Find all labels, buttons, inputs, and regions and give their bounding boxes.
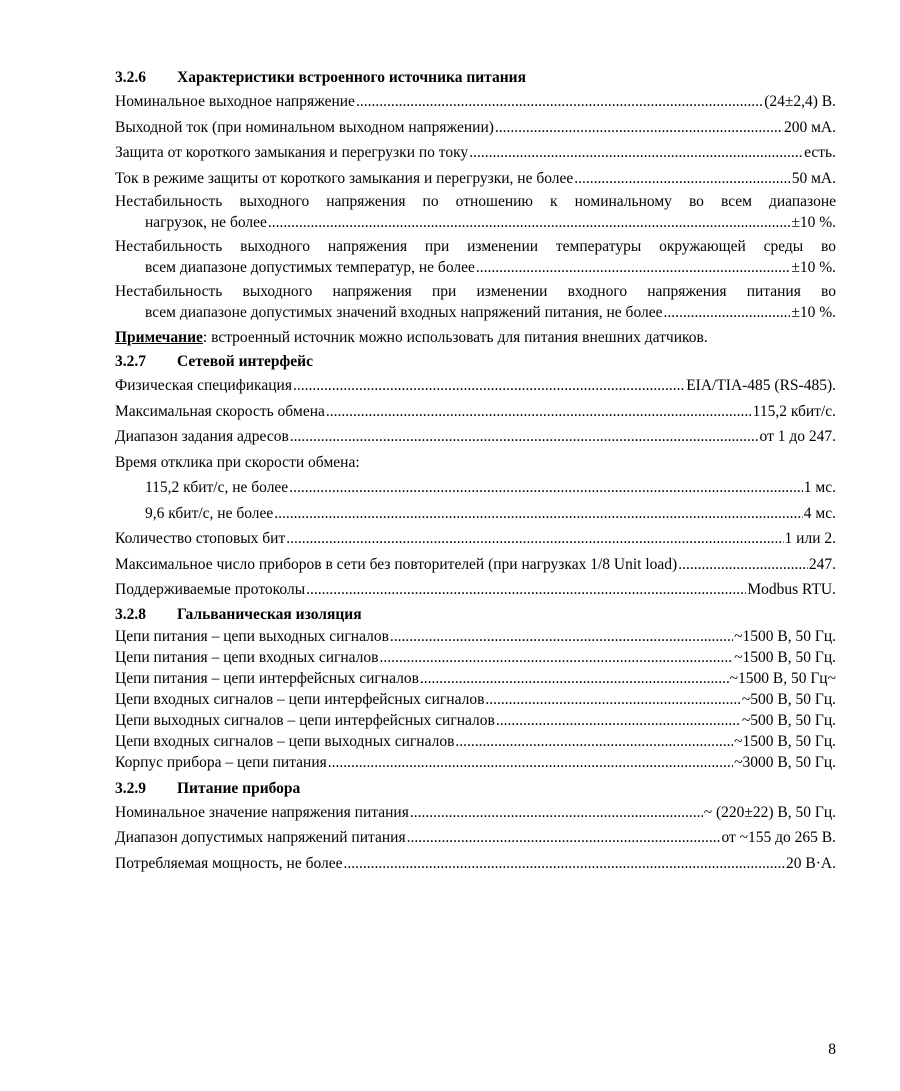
spec-row [115,475,836,501]
spec-value: ±10 %. [791,214,836,231]
spec-label-line1: Нестабильность выходного напряжения по отношению к номинальному во всем диапазоне [115,193,836,210]
spec-value: есть. [804,144,836,161]
spec-value: 20 В·А. [786,854,836,872]
spec-multiline-row [115,236,836,278]
spec-label-line2: нагрузок, не более [145,214,267,231]
section-number: 3.2.9 [115,779,146,797]
response-time-label: Время отклика при скорости обмена: [115,453,360,471]
spec-value: 247. [808,555,836,573]
spec-label-line1: Нестабильность выходного напряжения при изменении температуры окружающей среды во [115,238,836,255]
spec-value: 1 мс. [803,479,836,496]
spec-label: Физическая спецификация [115,377,292,394]
spec-label-line2: всем диапазоне допустимых температур, не более [145,259,475,276]
note-text: : встроенный источник можно использовать для питания внешних датчиков. [202,329,708,346]
leader-dots [678,552,808,578]
spec-value: ~1500 В, 50 Гц. [734,732,836,750]
section-title: Сетевой интерфейс [177,353,313,370]
spec-value: ~500 В, 50 Гц. [741,690,836,708]
leader-dots [663,302,790,323]
leader-dots [476,257,790,278]
spec-label: Цепи входных сигналов – цепи выходных сигналов [115,732,455,750]
leader-dots [290,424,759,450]
section-heading-3-2-8 [115,603,836,626]
spec-value: 4 мс. [803,504,836,522]
spec-row [115,752,836,773]
spec-row [115,668,836,689]
spec-label: Защита от короткого замыкания и перегрузки по току [115,144,469,161]
spec-row [115,115,836,141]
spec-value: 115,2 кбит/с. [752,402,836,420]
spec-row [115,373,836,399]
spec-label: Цепи питания – цепи интерфейсных сигналов [115,669,419,687]
spec-row [115,577,836,603]
spec-label: Цепи питания – цепи выходных сигналов [115,627,389,645]
spec-value: 50 мА. [791,169,836,187]
leader-dots [328,752,733,773]
spec-value: 1 или 2. [784,530,836,547]
note [115,326,836,350]
spec-row [115,526,836,552]
spec-row [115,825,836,851]
spec-label: Цепи питания – цепи входных сигналов [115,648,379,666]
spec-multiline-row [115,281,836,323]
spec-value: (24±2,4) В. [764,93,836,110]
leader-dots [274,501,803,527]
spec-value: EIA/TIA-485 (RS-485). [686,377,836,394]
leader-dots [379,647,733,668]
section-heading-3-2-6 [115,66,836,89]
spec-row [115,710,836,731]
leader-dots [268,212,790,233]
spec-row [115,731,836,752]
section-title: Характеристики встроенного источника питания [177,69,526,86]
spec-label: Ток в режиме защиты от короткого замыкания и перегрузки, не более [115,169,574,187]
spec-value: Modbus RTU. [747,581,836,598]
leader-dots [495,115,783,141]
spec-multiline-row [115,191,836,233]
leader-dots [420,668,729,689]
spec-label: 115,2 кбит/с, не более [145,479,289,496]
leader-dots [496,710,741,731]
spec-label: Максимальная скорость обмена [115,402,325,420]
spec-label: Корпус прибора – цепи питания [115,753,327,771]
spec-row [115,89,836,115]
spec-label-line1: Нестабильность выходного напряжения при изменении входного напряжения питания во [115,283,836,300]
spec-value: от ~155 до 265 В. [721,829,836,846]
spec-row [115,626,836,647]
spec-row [115,501,836,527]
spec-label: Диапазон задания адресов [115,428,289,445]
spec-label: Поддерживаемые протоколы [115,581,306,598]
spec-label: Диапазон допустимых напряжений питания [115,829,406,846]
spec-value: ~3000 В, 50 Гц. [734,753,836,771]
spec-value: ~500 В, 50 Гц. [741,711,836,729]
section-number: 3.2.7 [115,353,146,370]
leader-dots [356,89,763,115]
spec-label: Цепи входных сигналов – цепи интерфейсных сигналов [115,690,485,708]
spec-value: ~1500 В, 50 Гц. [734,627,836,645]
spec-value: ±10 %. [791,259,836,276]
spec-value: ~ (220±22) В, 50 Гц. [703,803,836,821]
leader-dots [306,577,746,603]
leader-dots [469,140,803,166]
section-number: 3.2.6 [115,69,146,86]
leader-dots [390,626,733,647]
leader-dots [407,825,721,851]
leader-dots [326,399,752,425]
note-label: Примечание [115,329,203,346]
spec-label: Номинальное выходное напряжение [115,93,355,110]
spec-value: ±10 %. [791,304,836,321]
leader-dots [574,166,790,192]
spec-label: 9,6 кбит/с, не более [145,504,274,522]
spec-row [115,800,836,826]
section-title: Питание прибора [177,779,301,797]
spec-row [115,399,836,425]
spec-label: Потребляемая мощность, не более [115,854,343,872]
spec-value: ~1500 В, 50 Гц~ [729,669,836,687]
spec-label-line2: всем диапазоне допустимых значений входных напряжений питания, не более [145,304,663,321]
leader-dots [293,373,685,399]
leader-dots [289,475,803,501]
spec-row [115,552,836,578]
leader-dots [344,851,786,877]
spec-row [115,140,836,166]
spec-value: ~1500 В, 50 Гц. [734,648,836,666]
section-heading-3-2-7 [115,350,836,373]
leader-dots [485,689,740,710]
spec-row [115,166,836,192]
spec-value: 200 мА. [783,118,836,136]
spec-row [115,647,836,668]
page-content [115,66,836,876]
spec-label: Максимальное число приборов в сети без повторителей (при нагрузках 1/8 Unit load) [115,555,678,573]
spec-value: от 1 до 247. [759,428,836,445]
spec-label: Цепи выходных сигналов – цепи интерфейсных сигналов [115,711,495,729]
spec-label: Выходной ток (при номинальном выходном напряжении) [115,118,494,136]
spec-row [115,689,836,710]
section-title: Гальваническая изоляция [177,605,362,623]
spec-label: Номинальное значение напряжения питания [115,803,409,821]
section-heading-3-2-9 [115,777,836,800]
spec-label: Количество стоповых бит [115,530,286,547]
section-number: 3.2.8 [115,605,146,623]
leader-dots [286,526,783,552]
spec-row [115,851,836,877]
page-number: 8 [828,1041,836,1058]
leader-dots [410,800,703,826]
spec-row [115,424,836,450]
leader-dots [455,731,733,752]
